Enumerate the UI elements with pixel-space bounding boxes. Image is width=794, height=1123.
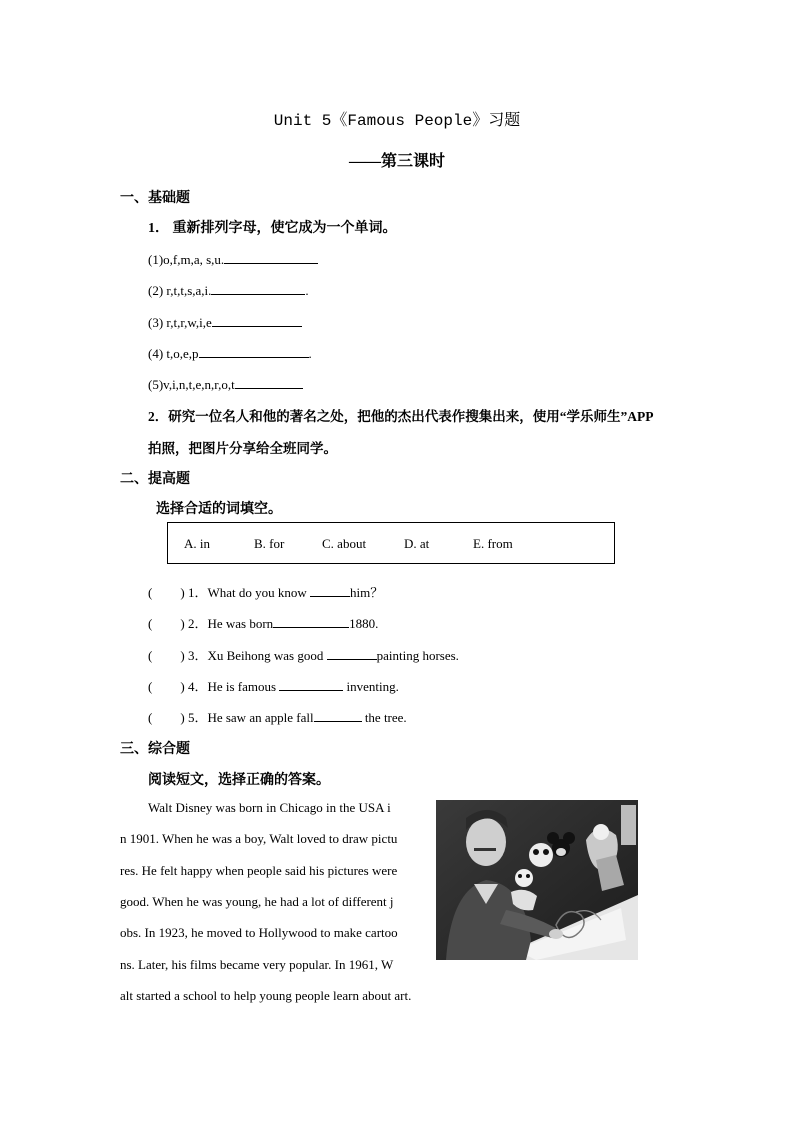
unscramble-item-1: (1)o,f,m,a, s,u. — [148, 250, 318, 268]
answer-blank[interactable] — [212, 313, 302, 327]
unscramble-item-4: (4) t,o,e,p . — [148, 346, 312, 361]
answer-blank[interactable] — [199, 344, 309, 358]
question-2-line-1: 2．研究一位名人和他的著名之处，把他的杰出代表作搜集出来，使用“学乐师生”APP — [148, 409, 654, 424]
passage-line: res. He felt happy when people said his pictures were — [120, 863, 398, 878]
section-3-instruction: 阅读短文，选择正确的答案。 — [148, 773, 330, 788]
answer-blank[interactable] — [224, 250, 318, 264]
answer-blank[interactable] — [211, 281, 305, 295]
question-2-line-2: 拍照，把图片分享给全班同学。 — [148, 441, 337, 456]
option-d: D. at — [404, 536, 430, 551]
passage-line: Walt Disney was born in Chicago in the USA i — [148, 800, 391, 815]
passage-line: obs. In 1923, he moved to Hollywood to make cartoo — [120, 925, 398, 940]
walt-disney-photo — [436, 800, 638, 960]
answer-blank[interactable] — [314, 708, 362, 722]
answer-blank[interactable] — [327, 646, 377, 660]
section-1-heading: 一、基础题 — [120, 191, 190, 206]
answer-blank[interactable] — [279, 677, 343, 691]
unscramble-item-2: (2) r,t,t,s,a,i. . — [148, 283, 309, 298]
passage-line: alt started a school to help young people learn about art. — [120, 988, 412, 1003]
section-3-heading: 三、综合题 — [120, 742, 190, 757]
section-2-instruction: 选择合适的词填空。 — [156, 502, 282, 517]
page-title: Unit 5《Famous People》习题 — [273, 112, 521, 130]
answer-blank[interactable] — [310, 583, 350, 597]
unscramble-item-3: (3) r,t,r,w,i,e — [148, 313, 302, 331]
passage-line: ns. Later, his films became very popular. In 1961, W — [120, 957, 394, 972]
question-1-title: 1． 重新排列字母，使它成为一个单词。 — [148, 221, 397, 236]
passage-line: n 1901. When he was a boy, Walt loved to draw pictu — [120, 831, 398, 846]
page-subtitle: ——第三课时 — [348, 153, 445, 170]
word-options-box — [167, 522, 615, 564]
option-c: C. about — [322, 536, 367, 551]
option-b: B. for — [254, 536, 285, 551]
option-a: A. in — [184, 536, 210, 551]
answer-blank[interactable] — [235, 375, 303, 389]
fill-question-2: ( ) 2．He was born 1880. — [148, 616, 379, 631]
answer-blank[interactable] — [273, 614, 349, 628]
fill-question-5: ( ) 5．He saw an apple fall the tree. — [148, 710, 407, 725]
fill-question-3: ( ) 3．Xu Beihong was good painting horses. — [148, 648, 459, 663]
passage-line: good. When he was young, he had a lot of different j — [120, 894, 394, 909]
fill-question-1: ( ) 1．What do you know him？ — [148, 585, 384, 600]
section-2-heading: 二、提高题 — [120, 472, 190, 487]
option-e: E. from — [473, 536, 513, 551]
photo-illustration — [436, 800, 638, 960]
unscramble-item-5: (5)v,i,n,t,e,n,r,o,t — [148, 375, 303, 393]
fill-question-4: ( ) 4．He is famous inventing. — [148, 679, 399, 694]
